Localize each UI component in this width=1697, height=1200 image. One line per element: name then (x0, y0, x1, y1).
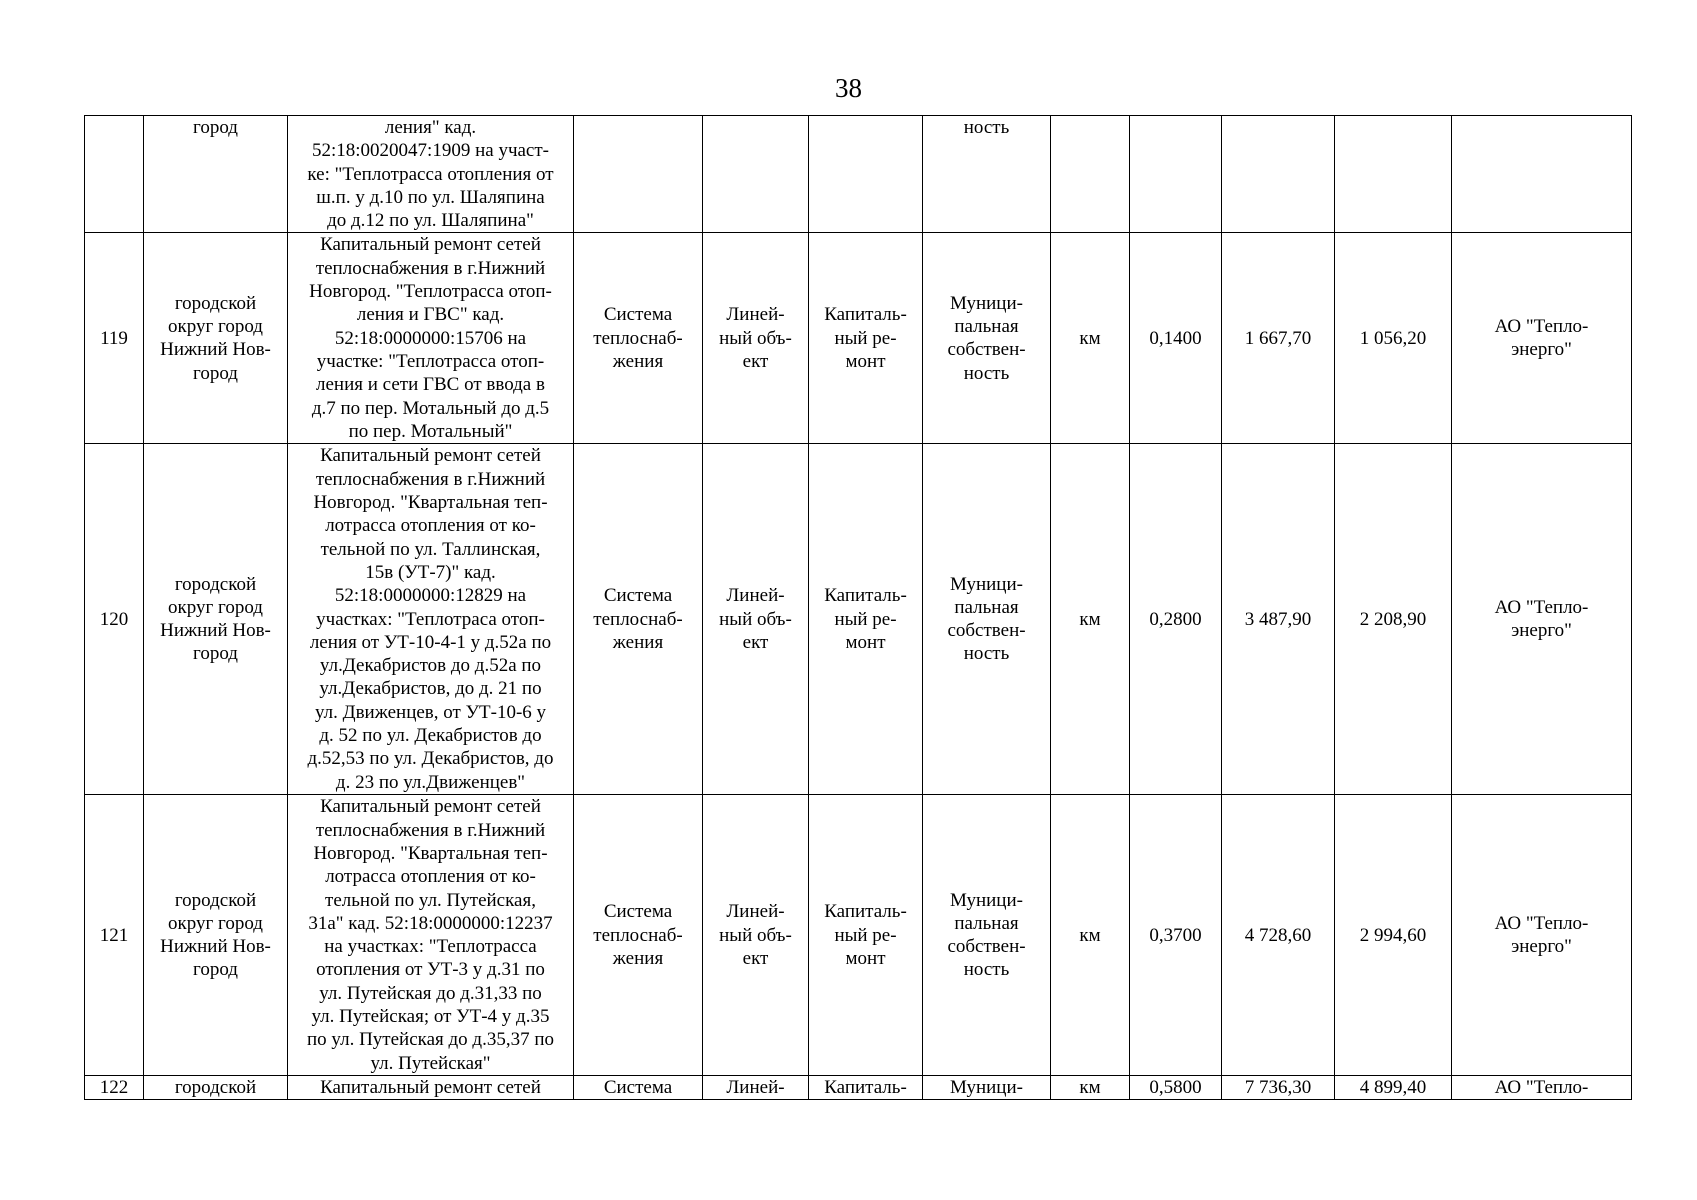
description-cell: Капитальный ремонт сетей теплоснабжения в г.Нижний Новгород. "Квартальная теп- лотрасса отопления от ко- тельной по ул. Путейская, 31а" кад. 52:18:0000000:12237 на участках: "Теплотрасса отопления от УТ-3 у д.31 по ул. Путейская до д.31,33 по ул. Путейская; от УТ-4 у д.35 по ул. Путейская до д.35,37 по ул. Путейская" (288, 795, 574, 1076)
description-cell: ления" кад. 52:18:0020047:1909 на участ- ке: "Теплотрасса отопления от ш.п. у д.10 по ул. Шаляпина до д.12 по ул. Шаляпина" (288, 116, 574, 233)
work-type-cell: Капиталь- ный ре- монт (809, 233, 923, 444)
cost-cell: 7 736,30 (1222, 1076, 1335, 1100)
ownership-cell: ность (923, 116, 1051, 233)
cost-secondary-cell (1335, 116, 1452, 233)
cost-secondary-cell: 2 994,60 (1335, 795, 1452, 1076)
table-row (85, 444, 1632, 795)
table-row (85, 233, 1632, 444)
quantity-cell: 0,1400 (1130, 233, 1222, 444)
row-number-cell: 121 (85, 795, 144, 1076)
unit-cell (1051, 116, 1130, 233)
organization-cell: АО "Тепло- энерго" (1452, 795, 1632, 1076)
object-type-cell (703, 116, 809, 233)
ownership-cell: Муници- (923, 1076, 1051, 1100)
organization-cell: АО "Тепло- энерго" (1452, 233, 1632, 444)
quantity-cell: 0,3700 (1130, 795, 1222, 1076)
table-row (85, 1076, 1632, 1100)
cost-secondary-cell: 2 208,90 (1335, 444, 1452, 795)
table-row (85, 116, 1632, 233)
municipality-cell: городской округ город Нижний Нов- город (144, 233, 288, 444)
cost-cell: 1 667,70 (1222, 233, 1335, 444)
description-cell: Капитальный ремонт сетей теплоснабжения в г.Нижний Новгород. "Квартальная теп- лотрасса отопления от ко- тельной по ул. Таллинская, 15в (УТ-7)" кад. 52:18:0000000:12829 на участках: "Теплотраса отоп- ления от УТ-10-4-1 у д.52а по ул.Декабристов до д.52а по ул.Декабристов, до д. 21 по ул. Движенцев, от УТ-10-6 у д. 52 по ул. Декабристов до д.52,53 по ул. Декабристов, до д. 23 по ул.Движенцев" (288, 444, 574, 795)
work-type-cell (809, 116, 923, 233)
organization-cell: АО "Тепло- энерго" (1452, 444, 1632, 795)
system-cell (574, 116, 703, 233)
municipality-cell: город (144, 116, 288, 233)
system-cell: Система теплоснаб- жения (574, 233, 703, 444)
table-row (85, 795, 1632, 1076)
system-cell: Система (574, 1076, 703, 1100)
object-type-cell: Линей- (703, 1076, 809, 1100)
row-number-cell: 119 (85, 233, 144, 444)
system-cell: Система теплоснаб- жения (574, 444, 703, 795)
row-number-cell: 122 (85, 1076, 144, 1100)
system-cell: Система теплоснаб- жения (574, 795, 703, 1076)
row-number-cell: 120 (85, 444, 144, 795)
quantity-cell: 0,2800 (1130, 444, 1222, 795)
cost-cell (1222, 116, 1335, 233)
ownership-cell: Муници- пальная собствен- ность (923, 795, 1051, 1076)
unit-cell: км (1051, 444, 1130, 795)
organization-cell (1452, 116, 1632, 233)
cost-secondary-cell: 1 056,20 (1335, 233, 1452, 444)
description-cell: Капитальный ремонт сетей (288, 1076, 574, 1100)
page-number: 38 (835, 73, 862, 103)
object-type-cell: Линей- ный объ- ект (703, 233, 809, 444)
municipality-cell: городской (144, 1076, 288, 1100)
unit-cell: км (1051, 795, 1130, 1076)
organization-cell: АО "Тепло- (1452, 1076, 1632, 1100)
object-type-cell: Линей- ный объ- ект (703, 795, 809, 1076)
work-type-cell: Капиталь- ный ре- монт (809, 444, 923, 795)
municipality-cell: городской округ город Нижний Нов- город (144, 444, 288, 795)
ownership-cell: Муници- пальная собствен- ность (923, 233, 1051, 444)
quantity-cell (1130, 116, 1222, 233)
cost-cell: 3 487,90 (1222, 444, 1335, 795)
row-number-cell (85, 116, 144, 233)
work-type-cell: Капиталь- (809, 1076, 923, 1100)
municipality-cell: городской округ город Нижний Нов- город (144, 795, 288, 1076)
work-type-cell: Капиталь- ный ре- монт (809, 795, 923, 1076)
investment-program-table (84, 115, 1632, 1100)
unit-cell: км (1051, 1076, 1130, 1100)
cost-secondary-cell: 4 899,40 (1335, 1076, 1452, 1100)
quantity-cell: 0,5800 (1130, 1076, 1222, 1100)
cost-cell: 4 728,60 (1222, 795, 1335, 1076)
unit-cell: км (1051, 233, 1130, 444)
ownership-cell: Муници- пальная собствен- ность (923, 444, 1051, 795)
description-cell: Капитальный ремонт сетей теплоснабжения в г.Нижний Новгород. "Теплотрасса отоп- ления и ГВС" кад. 52:18:0000000:15706 на участке: "Теплотрасса отоп- ления и сети ГВС от ввода в д.7 по пер. Мотальный до д.5 по пер. Мотальный" (288, 233, 574, 444)
object-type-cell: Линей- ный объ- ект (703, 444, 809, 795)
